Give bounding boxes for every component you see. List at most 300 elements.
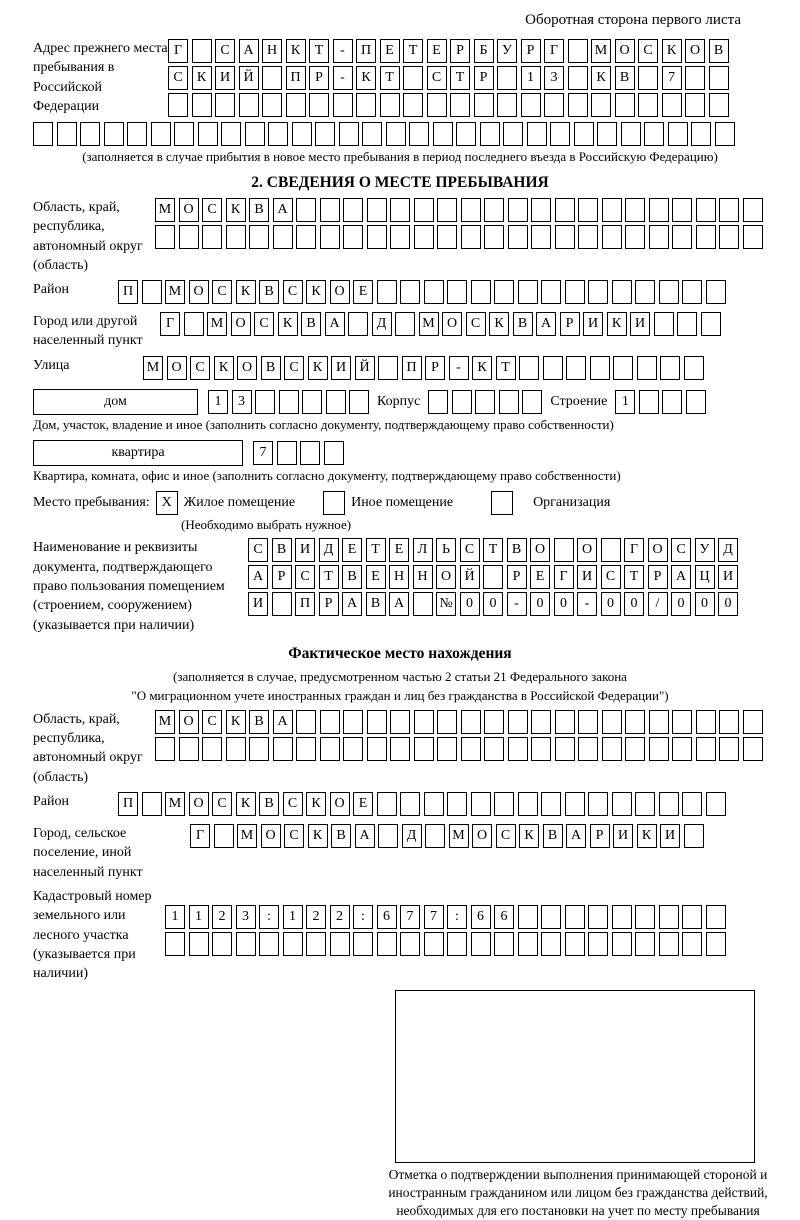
char-cell[interactable] <box>33 122 53 146</box>
char-cell[interactable]: - <box>449 356 469 380</box>
char-cell[interactable] <box>638 93 658 117</box>
char-cell[interactable]: О <box>179 710 199 734</box>
char-cell[interactable] <box>362 122 382 146</box>
char-cell[interactable] <box>639 390 659 414</box>
char-cell[interactable] <box>450 93 470 117</box>
char-cell[interactable]: А <box>239 39 259 63</box>
char-cell[interactable] <box>189 932 209 956</box>
char-cell[interactable] <box>104 122 124 146</box>
char-cell[interactable]: Т <box>496 356 516 380</box>
char-cell[interactable]: Л <box>413 538 433 562</box>
char-cell[interactable] <box>565 932 585 956</box>
char-cell[interactable]: М <box>591 39 611 63</box>
char-cell[interactable] <box>602 710 622 734</box>
char-cell[interactable]: И <box>583 312 603 336</box>
char-cell[interactable] <box>555 737 575 761</box>
char-cell[interactable]: К <box>662 39 682 63</box>
char-cell[interactable]: Р <box>309 66 329 90</box>
char-cell[interactable]: Е <box>353 792 373 816</box>
char-cell[interactable]: 0 <box>554 592 574 616</box>
char-cell[interactable] <box>612 905 632 929</box>
char-cell[interactable] <box>625 710 645 734</box>
char-cell[interactable] <box>296 710 316 734</box>
char-cell[interactable] <box>499 390 519 414</box>
char-cell[interactable]: И <box>295 538 315 562</box>
char-cell[interactable] <box>367 710 387 734</box>
char-cell[interactable]: К <box>236 792 256 816</box>
char-cell[interactable] <box>349 390 369 414</box>
char-cell[interactable]: 0 <box>530 592 550 616</box>
char-cell[interactable] <box>296 225 316 249</box>
char-cell[interactable]: М <box>207 312 227 336</box>
char-cell[interactable]: : <box>447 905 467 929</box>
char-cell[interactable] <box>380 93 400 117</box>
char-cell[interactable] <box>590 356 610 380</box>
char-cell[interactable] <box>400 280 420 304</box>
char-cell[interactable] <box>684 356 704 380</box>
char-cell[interactable]: : <box>259 905 279 929</box>
char-cell[interactable]: В <box>301 312 321 336</box>
char-cell[interactable]: А <box>566 824 586 848</box>
char-cell[interactable] <box>262 66 282 90</box>
char-cell[interactable] <box>696 198 716 222</box>
char-cell[interactable] <box>320 225 340 249</box>
char-cell[interactable] <box>503 122 523 146</box>
char-cell[interactable]: О <box>167 356 187 380</box>
char-cell[interactable] <box>356 93 376 117</box>
char-cell[interactable] <box>179 225 199 249</box>
char-cell[interactable] <box>659 905 679 929</box>
char-cell[interactable]: П <box>118 792 138 816</box>
char-cell[interactable] <box>142 280 162 304</box>
char-cell[interactable]: С <box>638 39 658 63</box>
char-cell[interactable] <box>682 932 702 956</box>
char-cell[interactable] <box>644 122 664 146</box>
char-cell[interactable] <box>437 710 457 734</box>
char-cell[interactable] <box>142 792 162 816</box>
char-cell[interactable]: М <box>155 710 175 734</box>
char-cell[interactable]: А <box>273 710 293 734</box>
char-cell[interactable]: С <box>466 312 486 336</box>
char-cell[interactable]: О <box>577 538 597 562</box>
char-cell[interactable]: Н <box>389 565 409 589</box>
char-cell[interactable]: Д <box>372 312 392 336</box>
char-cell[interactable]: А <box>671 565 691 589</box>
char-cell[interactable] <box>474 93 494 117</box>
char-cell[interactable]: Е <box>530 565 550 589</box>
char-cell[interactable] <box>541 932 561 956</box>
char-cell[interactable] <box>226 225 246 249</box>
char-cell[interactable] <box>212 932 232 956</box>
char-cell[interactable] <box>497 93 517 117</box>
char-cell[interactable]: Г <box>554 565 574 589</box>
char-cell[interactable] <box>302 390 322 414</box>
char-cell[interactable] <box>743 737 763 761</box>
char-cell[interactable]: О <box>648 538 668 562</box>
char-cell[interactable] <box>348 312 368 336</box>
char-cell[interactable] <box>682 280 702 304</box>
char-cell[interactable] <box>461 710 481 734</box>
char-cell[interactable] <box>719 225 739 249</box>
char-cell[interactable]: Е <box>342 538 362 562</box>
char-cell[interactable]: У <box>695 538 715 562</box>
char-cell[interactable]: С <box>190 356 210 380</box>
char-cell[interactable] <box>377 932 397 956</box>
char-cell[interactable] <box>255 390 275 414</box>
char-cell[interactable] <box>184 312 204 336</box>
char-cell[interactable] <box>414 225 434 249</box>
char-cell[interactable] <box>588 280 608 304</box>
char-cell[interactable]: А <box>248 565 268 589</box>
char-cell[interactable] <box>519 356 539 380</box>
char-cell[interactable] <box>309 93 329 117</box>
char-cell[interactable] <box>696 710 716 734</box>
char-cell[interactable] <box>696 225 716 249</box>
char-cell[interactable] <box>684 824 704 848</box>
char-cell[interactable]: Д <box>319 538 339 562</box>
char-cell[interactable] <box>413 592 433 616</box>
char-cell[interactable] <box>286 93 306 117</box>
char-cell[interactable] <box>367 737 387 761</box>
char-cell[interactable] <box>262 93 282 117</box>
char-cell[interactable] <box>497 66 517 90</box>
char-cell[interactable]: С <box>496 824 516 848</box>
char-cell[interactable] <box>672 225 692 249</box>
char-cell[interactable] <box>425 824 445 848</box>
char-cell[interactable] <box>591 93 611 117</box>
char-cell[interactable] <box>390 198 410 222</box>
char-cell[interactable] <box>625 225 645 249</box>
char-cell[interactable] <box>508 737 528 761</box>
char-cell[interactable]: 6 <box>377 905 397 929</box>
char-cell[interactable] <box>638 66 658 90</box>
char-cell[interactable]: 7 <box>400 905 420 929</box>
char-cell[interactable] <box>550 122 570 146</box>
char-cell[interactable] <box>565 792 585 816</box>
char-cell[interactable] <box>484 198 504 222</box>
char-cell[interactable] <box>277 441 297 465</box>
char-cell[interactable]: К <box>214 356 234 380</box>
char-cell[interactable] <box>701 312 721 336</box>
char-cell[interactable] <box>353 932 373 956</box>
char-cell[interactable] <box>518 280 538 304</box>
char-cell[interactable]: : <box>353 905 373 929</box>
char-cell[interactable]: В <box>342 565 362 589</box>
char-cell[interactable] <box>696 737 716 761</box>
char-cell[interactable] <box>578 737 598 761</box>
char-cell[interactable]: К <box>236 280 256 304</box>
char-cell[interactable] <box>672 198 692 222</box>
char-cell[interactable]: - <box>333 66 353 90</box>
char-cell[interactable] <box>508 198 528 222</box>
checkbox-zhiloe[interactable]: X <box>156 491 178 515</box>
char-cell[interactable]: 3 <box>544 66 564 90</box>
char-cell[interactable]: О <box>237 356 257 380</box>
char-cell[interactable] <box>597 122 617 146</box>
char-cell[interactable]: Ц <box>695 565 715 589</box>
char-cell[interactable] <box>461 198 481 222</box>
char-cell[interactable] <box>518 932 538 956</box>
char-cell[interactable] <box>568 93 588 117</box>
char-cell[interactable]: Р <box>425 356 445 380</box>
char-cell[interactable]: А <box>389 592 409 616</box>
char-cell[interactable]: Д <box>402 824 422 848</box>
char-cell[interactable]: Й <box>239 66 259 90</box>
char-cell[interactable] <box>691 122 711 146</box>
char-cell[interactable]: И <box>331 356 351 380</box>
char-cell[interactable] <box>541 905 561 929</box>
char-cell[interactable]: 3 <box>232 390 252 414</box>
char-cell[interactable] <box>578 710 598 734</box>
char-cell[interactable] <box>447 280 467 304</box>
char-cell[interactable] <box>296 198 316 222</box>
char-cell[interactable]: Е <box>427 39 447 63</box>
char-cell[interactable] <box>424 280 444 304</box>
char-cell[interactable]: 2 <box>330 905 350 929</box>
char-cell[interactable]: Р <box>272 565 292 589</box>
char-cell[interactable] <box>484 710 504 734</box>
char-cell[interactable] <box>447 792 467 816</box>
char-cell[interactable]: Г <box>160 312 180 336</box>
char-cell[interactable] <box>541 792 561 816</box>
char-cell[interactable] <box>409 122 429 146</box>
char-cell[interactable]: О <box>231 312 251 336</box>
char-cell[interactable] <box>686 390 706 414</box>
char-cell[interactable] <box>367 225 387 249</box>
char-cell[interactable] <box>635 280 655 304</box>
char-cell[interactable] <box>386 122 406 146</box>
char-cell[interactable] <box>249 737 269 761</box>
char-cell[interactable] <box>424 932 444 956</box>
char-cell[interactable] <box>527 122 547 146</box>
char-cell[interactable] <box>588 932 608 956</box>
char-cell[interactable] <box>602 737 622 761</box>
char-cell[interactable] <box>192 39 212 63</box>
char-cell[interactable] <box>437 225 457 249</box>
char-cell[interactable] <box>403 93 423 117</box>
char-cell[interactable] <box>637 356 657 380</box>
char-cell[interactable]: О <box>615 39 635 63</box>
char-cell[interactable] <box>531 225 551 249</box>
char-cell[interactable]: М <box>449 824 469 848</box>
char-cell[interactable] <box>635 932 655 956</box>
char-cell[interactable] <box>320 198 340 222</box>
char-cell[interactable] <box>706 905 726 929</box>
char-cell[interactable]: И <box>215 66 235 90</box>
char-cell[interactable]: 1 <box>521 66 541 90</box>
char-cell[interactable]: Т <box>624 565 644 589</box>
char-cell[interactable] <box>662 390 682 414</box>
char-cell[interactable] <box>531 710 551 734</box>
char-cell[interactable]: Г <box>544 39 564 63</box>
char-cell[interactable] <box>601 538 621 562</box>
char-cell[interactable]: Р <box>590 824 610 848</box>
char-cell[interactable] <box>531 198 551 222</box>
char-cell[interactable]: - <box>577 592 597 616</box>
char-cell[interactable]: 0 <box>718 592 738 616</box>
char-cell[interactable]: Р <box>474 66 494 90</box>
char-cell[interactable] <box>461 737 481 761</box>
char-cell[interactable] <box>273 225 293 249</box>
char-cell[interactable] <box>518 792 538 816</box>
char-cell[interactable] <box>719 710 739 734</box>
checkbox-organizaciya[interactable] <box>491 491 513 515</box>
char-cell[interactable] <box>612 280 632 304</box>
char-cell[interactable] <box>494 792 514 816</box>
char-cell[interactable]: Т <box>309 39 329 63</box>
char-cell[interactable]: К <box>519 824 539 848</box>
char-cell[interactable]: У <box>497 39 517 63</box>
char-cell[interactable]: Й <box>355 356 375 380</box>
char-cell[interactable] <box>272 592 292 616</box>
char-cell[interactable]: С <box>202 198 222 222</box>
char-cell[interactable]: 1 <box>615 390 635 414</box>
char-cell[interactable]: 0 <box>624 592 644 616</box>
char-cell[interactable]: С <box>427 66 447 90</box>
char-cell[interactable] <box>715 122 735 146</box>
char-cell[interactable]: О <box>189 280 209 304</box>
char-cell[interactable] <box>635 792 655 816</box>
char-cell[interactable]: И <box>630 312 650 336</box>
char-cell[interactable]: М <box>419 312 439 336</box>
char-cell[interactable] <box>333 93 353 117</box>
char-cell[interactable]: 6 <box>471 905 491 929</box>
char-cell[interactable]: С <box>202 710 222 734</box>
char-cell[interactable] <box>621 122 641 146</box>
char-cell[interactable] <box>202 737 222 761</box>
char-cell[interactable] <box>239 93 259 117</box>
char-cell[interactable]: 0 <box>483 592 503 616</box>
char-cell[interactable] <box>508 225 528 249</box>
char-cell[interactable] <box>471 932 491 956</box>
char-cell[interactable]: Р <box>507 565 527 589</box>
char-cell[interactable] <box>662 93 682 117</box>
char-cell[interactable]: С <box>601 565 621 589</box>
char-cell[interactable] <box>719 737 739 761</box>
char-cell[interactable] <box>743 198 763 222</box>
char-cell[interactable]: О <box>261 824 281 848</box>
char-cell[interactable]: Р <box>521 39 541 63</box>
char-cell[interactable]: Т <box>403 39 423 63</box>
char-cell[interactable] <box>494 280 514 304</box>
char-cell[interactable]: К <box>489 312 509 336</box>
char-cell[interactable] <box>414 198 434 222</box>
char-cell[interactable] <box>668 122 688 146</box>
char-cell[interactable]: В <box>249 198 269 222</box>
char-cell[interactable] <box>685 66 705 90</box>
char-cell[interactable] <box>706 932 726 956</box>
char-cell[interactable] <box>522 390 542 414</box>
char-cell[interactable]: Ь <box>436 538 456 562</box>
char-cell[interactable]: - <box>333 39 353 63</box>
char-cell[interactable] <box>574 122 594 146</box>
char-cell[interactable] <box>565 905 585 929</box>
char-cell[interactable] <box>743 710 763 734</box>
char-cell[interactable]: К <box>308 356 328 380</box>
char-cell[interactable] <box>615 93 635 117</box>
char-cell[interactable]: К <box>306 280 326 304</box>
char-cell[interactable]: В <box>331 824 351 848</box>
char-cell[interactable] <box>165 932 185 956</box>
char-cell[interactable] <box>326 390 346 414</box>
char-cell[interactable]: В <box>513 312 533 336</box>
char-cell[interactable] <box>57 122 77 146</box>
char-cell[interactable] <box>174 122 194 146</box>
char-cell[interactable]: 0 <box>695 592 715 616</box>
char-cell[interactable] <box>343 225 363 249</box>
char-cell[interactable]: / <box>648 592 668 616</box>
char-cell[interactable]: Е <box>380 39 400 63</box>
char-cell[interactable]: С <box>283 792 303 816</box>
char-cell[interactable] <box>192 93 212 117</box>
char-cell[interactable]: Т <box>380 66 400 90</box>
char-cell[interactable]: Г <box>624 538 644 562</box>
char-cell[interactable] <box>461 225 481 249</box>
char-cell[interactable] <box>306 932 326 956</box>
char-cell[interactable]: 3 <box>236 905 256 929</box>
char-cell[interactable] <box>179 737 199 761</box>
char-cell[interactable]: В <box>709 39 729 63</box>
char-cell[interactable] <box>588 905 608 929</box>
char-cell[interactable]: О <box>685 39 705 63</box>
char-cell[interactable] <box>484 737 504 761</box>
char-cell[interactable] <box>437 737 457 761</box>
char-cell[interactable]: 0 <box>671 592 691 616</box>
char-cell[interactable] <box>602 198 622 222</box>
char-cell[interactable]: О <box>189 792 209 816</box>
char-cell[interactable]: О <box>436 565 456 589</box>
char-cell[interactable] <box>198 122 218 146</box>
char-cell[interactable]: П <box>295 592 315 616</box>
char-cell[interactable]: С <box>215 39 235 63</box>
char-cell[interactable] <box>706 792 726 816</box>
char-cell[interactable]: С <box>212 280 232 304</box>
char-cell[interactable] <box>635 905 655 929</box>
char-cell[interactable] <box>480 122 500 146</box>
char-cell[interactable]: Д <box>718 538 738 562</box>
char-cell[interactable] <box>377 792 397 816</box>
char-cell[interactable] <box>613 356 633 380</box>
char-cell[interactable]: О <box>330 280 350 304</box>
char-cell[interactable] <box>268 122 288 146</box>
char-cell[interactable]: 0 <box>601 592 621 616</box>
char-cell[interactable] <box>456 122 476 146</box>
char-cell[interactable] <box>672 737 692 761</box>
char-cell[interactable] <box>378 824 398 848</box>
char-cell[interactable] <box>400 932 420 956</box>
char-cell[interactable] <box>330 932 350 956</box>
char-cell[interactable] <box>226 737 246 761</box>
char-cell[interactable] <box>221 122 241 146</box>
char-cell[interactable] <box>625 737 645 761</box>
char-cell[interactable] <box>554 538 574 562</box>
char-cell[interactable] <box>685 93 705 117</box>
char-cell[interactable] <box>612 792 632 816</box>
char-cell[interactable]: А <box>536 312 556 336</box>
char-cell[interactable] <box>518 905 538 929</box>
char-cell[interactable] <box>682 792 702 816</box>
char-cell[interactable] <box>151 122 171 146</box>
char-cell[interactable] <box>283 932 303 956</box>
char-cell[interactable]: Т <box>483 538 503 562</box>
char-cell[interactable] <box>324 441 344 465</box>
char-cell[interactable]: О <box>179 198 199 222</box>
char-cell[interactable] <box>80 122 100 146</box>
char-cell[interactable] <box>471 280 491 304</box>
char-cell[interactable] <box>155 225 175 249</box>
char-cell[interactable] <box>279 390 299 414</box>
char-cell[interactable]: В <box>259 280 279 304</box>
